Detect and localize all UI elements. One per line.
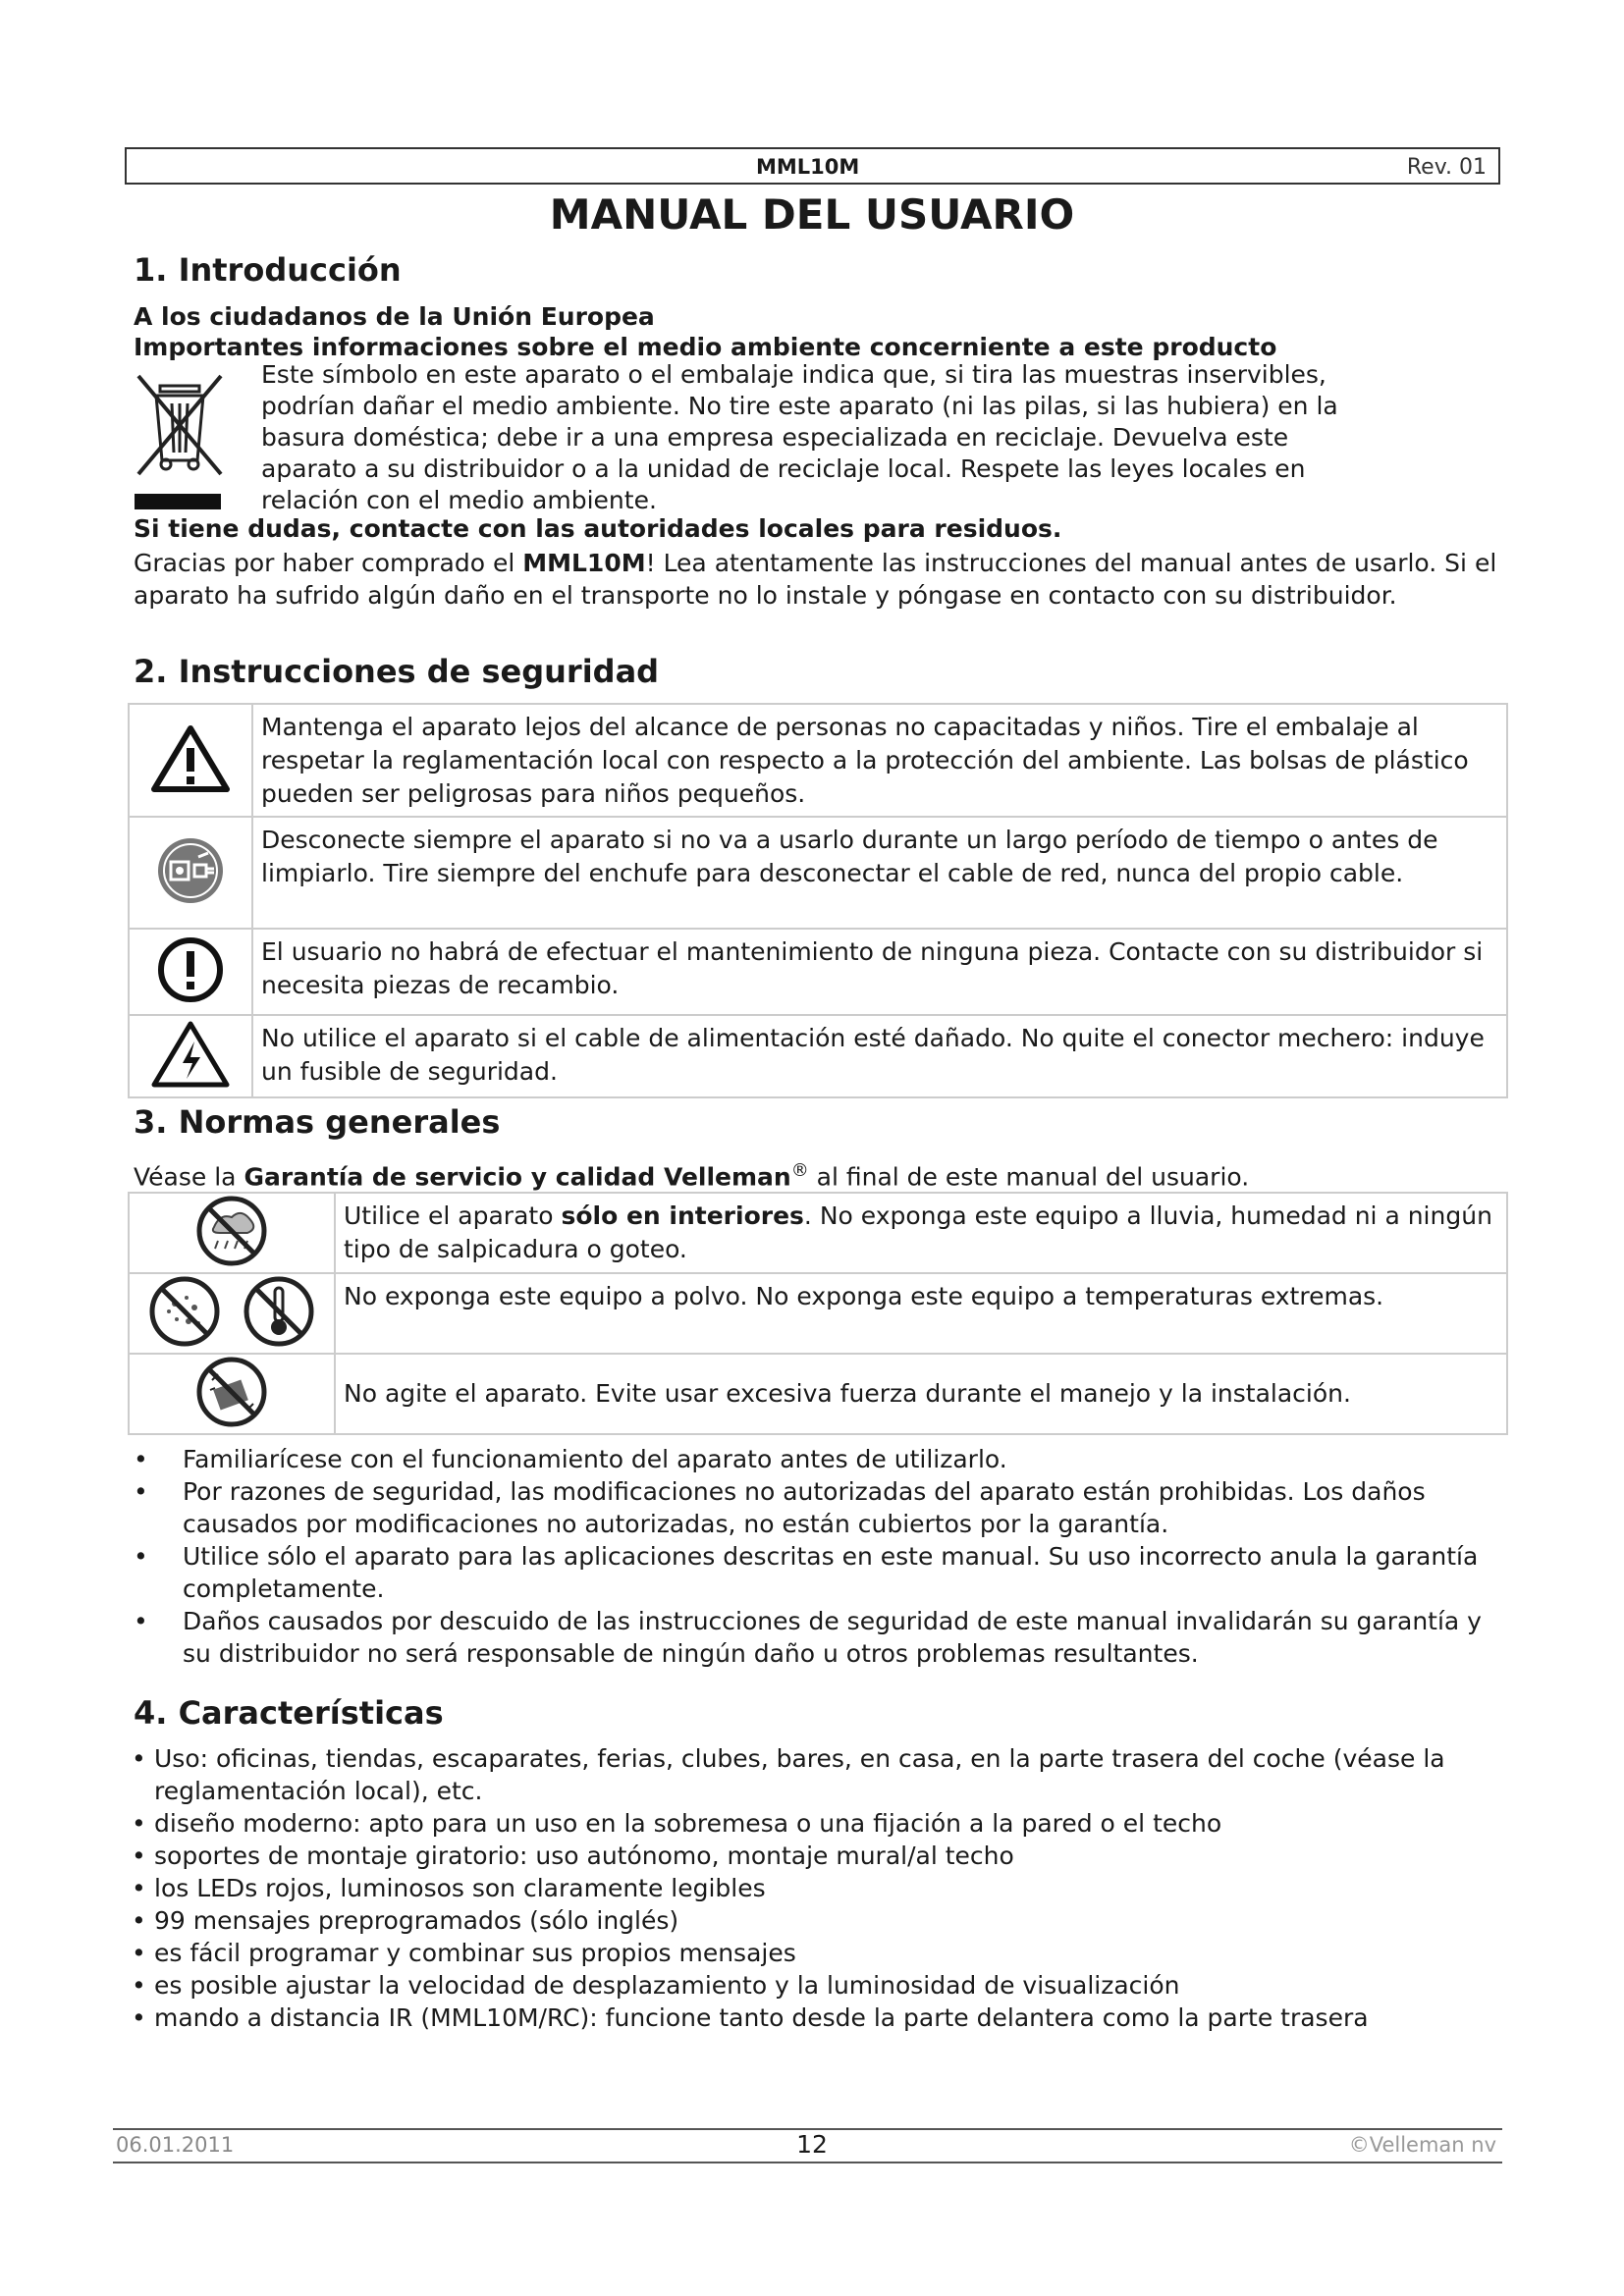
page-number: 12 [796,2130,828,2159]
eu-info-line: Importantes informaciones sobre el medio ambiente concerniente a este producto [134,333,1277,361]
thanks-post: ! Lea atentamente las instrucciones del manual antes de usarlo. Si el aparato ha sufrido algún daño en el transporte no lo instale y póngase en contacto con su distribuidor. [134,549,1497,610]
safety-row [129,929,1507,1015]
list-item: • los LEDs rojos, luminosos son claramente legibles [128,1872,1502,1904]
warranty-bold: Garantía de servicio y calidad Velleman [244,1162,791,1192]
indoor-bold: sólo en interiores [561,1201,804,1230]
weee-line-4: aparato a su distribuidor o a la unidad de reciclaje local. Respete las leyes locales en [261,454,1306,483]
thanks-pre: Gracias por haber comprado el [134,549,523,577]
warranty-line [134,1154,1249,1193]
header-revision: Rev. 01 [1406,155,1487,180]
exclamation-circle-icon [129,929,252,1015]
general-row [129,1273,1507,1354]
indoor-pre: Utilice el aparato [344,1201,562,1230]
indoor-post: . No exponga este equipo a lluvia, humedad ni a ningún tipo de salpicadura o goteo. [344,1201,1492,1263]
no-heat-icon [242,1274,316,1349]
registered-mark: ® [790,1160,809,1181]
warranty-post: al final de este manual del usuario. [808,1162,1250,1192]
weee-line-5: relación con el medio ambiente. [261,486,657,514]
section-3-heading: 3. Normas generales [134,1103,501,1141]
safety-text-2: Desconecte siempre el aparato si no va a usarlo durante un largo período de tiempo o antes de limpiarlo. Tire siempre del enchufe para desconectar el cable de red, nunca del propio cable. [252,817,1507,929]
no-dust-icon [147,1274,222,1349]
features-list [128,1742,1502,2034]
safety-text-3: El usuario no habrá de efectuar el mantenimiento de ninguna pieza. Contacte con su distribuidor si necesita piezas de recambio. [252,929,1507,1015]
list-item: • es posible ajustar la velocidad de desplazamiento y la luminosidad de visualización [128,1969,1502,2002]
warranty-pre: Véase la [134,1162,244,1192]
general-row [129,1354,1507,1434]
general-text-1 [335,1193,1507,1273]
list-item: • Utilice sólo el aparato para las aplicaciones descritas en este manual. Su uso incorrecto anula la garantía completamente. [124,1540,1508,1605]
header-model: MML10M [756,155,860,179]
weee-line-2: podrían dañar el medio ambiente. No tire este aparato (ni las pilas, si las hubiera) en la [261,392,1338,420]
no-shake-icon [129,1354,335,1434]
list-item: • Familiarícese con el funcionamiento del aparato antes de utilizarlo. [124,1443,1508,1475]
list-item: • Daños causados por descuido de las instrucciones de seguridad de este manual invalidarán su garantía y su distribuidor no será responsable de ningún daño u otros problemas resultantes. [124,1605,1508,1670]
high-voltage-icon [129,1015,252,1097]
weee-bin-icon [133,368,227,515]
unplug-icon [129,817,252,929]
list-item: • Uso: oficinas, tiendas, escaparates, ferias, clubes, bares, en casa, en la parte trasera del coche (véase la reglamentación local), etc. [128,1742,1502,1807]
no-dust-no-heat-icons [129,1273,335,1354]
section-2-heading: 2. Instrucciones de seguridad [134,653,660,690]
safety-text-1: Mantenga el aparato lejos del alcance de personas no capacitadas y niños. Tire el embalaje al respetar la reglamentación local con respecto a la protección del ambiente. Las bolsas de plástico pueden ser peligrosas para niños pequeños. [252,704,1507,817]
thanks-model: MML10M [522,549,646,577]
footer-date: 06.01.2011 [116,2133,235,2157]
warning-triangle-icon [129,704,252,817]
safety-table [128,703,1508,1098]
page-title: MANUAL DEL USUARIO [549,190,1075,239]
safety-text-4: No utilice el aparato si el cable de alimentación esté dañado. No quite el conector mechero: induye un fusible de seguridad. [252,1015,1507,1097]
weee-text [261,359,1338,516]
footer-copyright: ©Velleman nv [1348,2133,1496,2157]
list-item: • Por razones de seguridad, las modificaciones no autorizadas del aparato están prohibidas. Los daños causados por modificaciones no autorizadas, no están cubiertos por la garantía. [124,1475,1508,1540]
general-table [128,1192,1508,1435]
no-rain-icon [129,1193,335,1273]
safety-row [129,817,1507,929]
weee-line-3: basura doméstica; debe ir a una empresa especializada en reciclaje. Devuelva este [261,423,1289,452]
section-1-heading: 1. Introducción [134,251,402,289]
safety-row [129,1015,1507,1097]
thanks-paragraph [134,547,1498,612]
eu-citizens-line: A los ciudadanos de la Unión Europea [134,302,655,331]
list-item: • es fácil programar y combinar sus propios mensajes [128,1937,1502,1969]
section-4-heading: 4. Características [134,1694,444,1732]
safety-row [129,704,1507,817]
general-text-2: No exponga este equipo a polvo. No exponga este equipo a temperaturas extremas. [335,1273,1507,1354]
general-row [129,1193,1507,1273]
list-item: • mando a distancia IR (MML10M/RC): funcione tanto desde la parte delantera como la parte trasera [128,2002,1502,2034]
general-text-3: No agite el aparato. Evite usar excesiva fuerza durante el manejo y la instalación. [335,1354,1507,1434]
list-item: • 99 mensajes preprogramados (sólo inglés) [128,1904,1502,1937]
list-item: • diseño moderno: apto para un uso en la sobremesa o una fijación a la pared o el techo [128,1807,1502,1840]
weee-line-1: Este símbolo en este aparato o el embalaje indica que, si tira las muestras inservibles, [261,360,1326,389]
list-item: • soportes de montaje giratorio: uso autónomo, montaje mural/al techo [128,1840,1502,1872]
doubt-line: Si tiene dudas, contacte con las autoridades locales para residuos. [134,514,1062,543]
general-bullets [124,1443,1508,1670]
